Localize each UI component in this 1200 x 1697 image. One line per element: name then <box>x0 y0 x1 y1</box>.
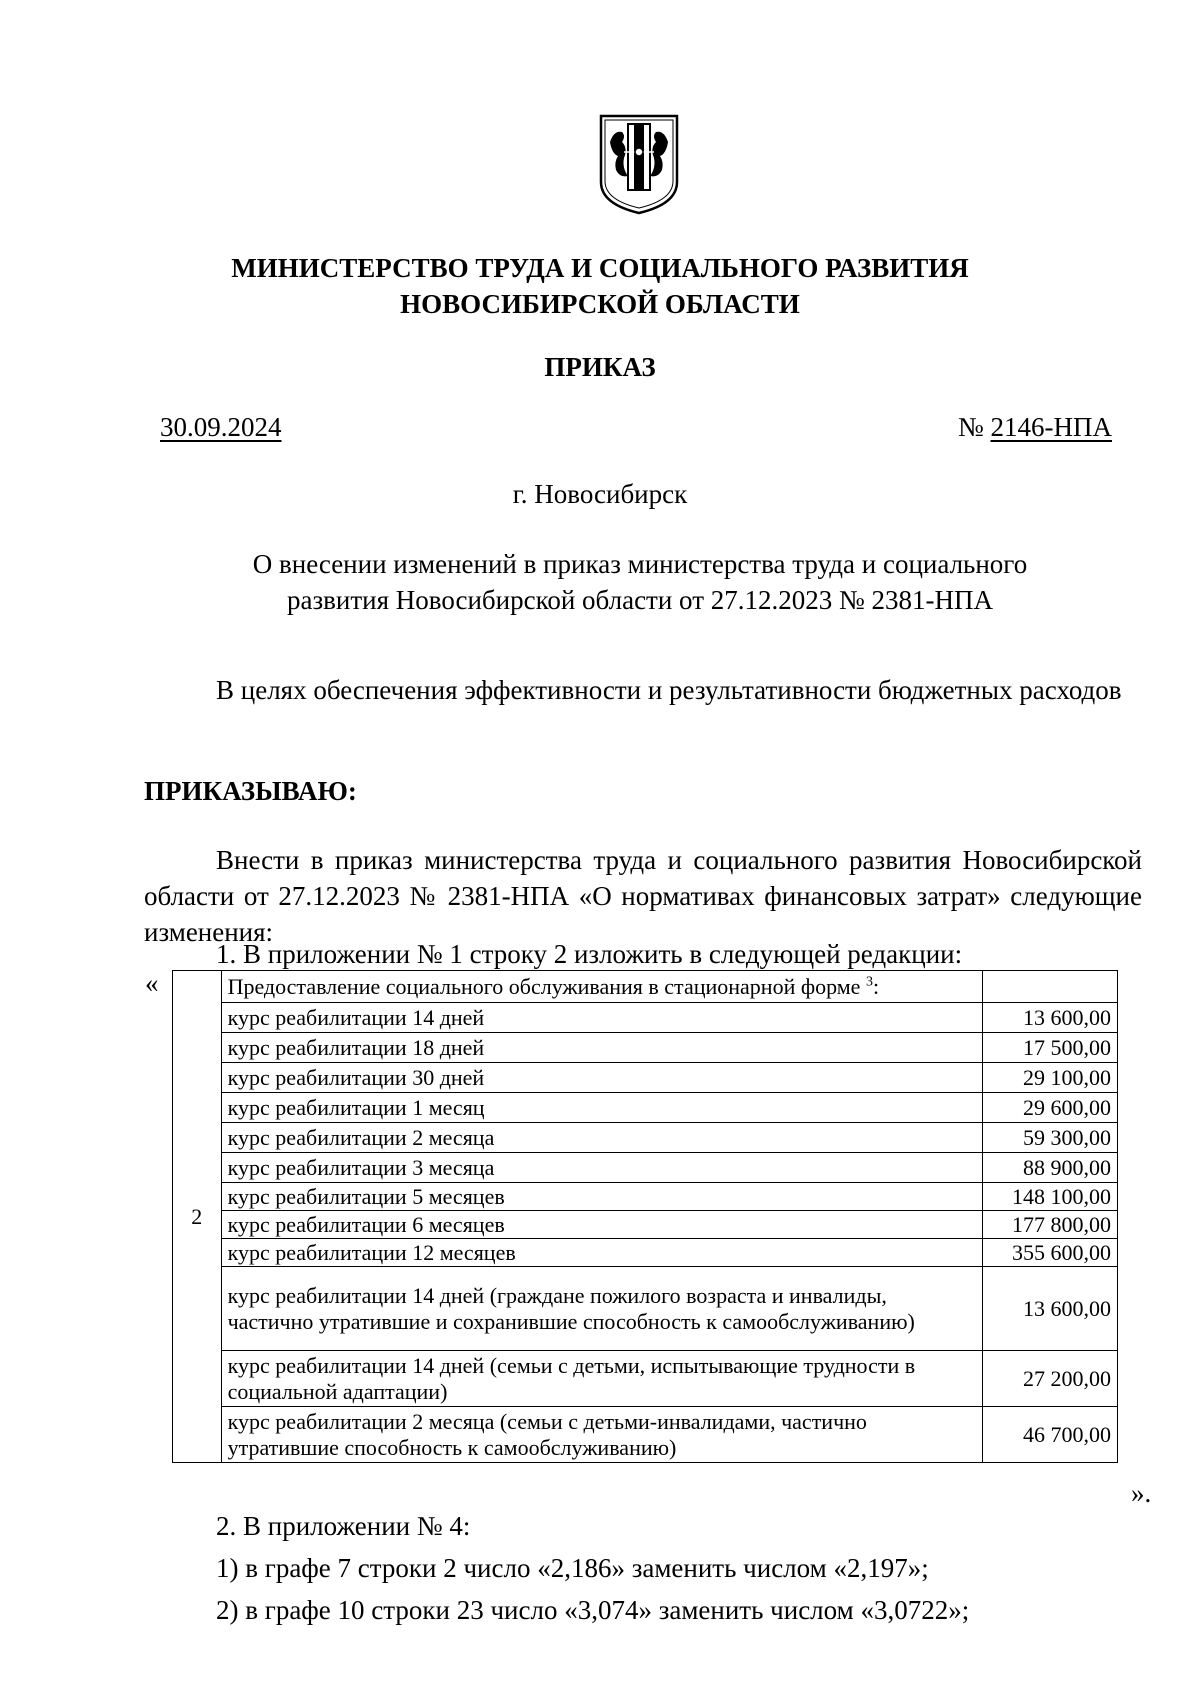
intro-text: Внести в приказ министерства труда и социального развития Новосибирской области от 27.12.2023 № 2381-НПА «О нормативах финансовых затрат» следующие изменения: <box>144 845 1142 947</box>
document-date: 30.09.2024 <box>160 412 282 442</box>
coat-of-arms-icon <box>598 112 680 216</box>
service-name-cell: курс реабилитации 1 месяц <box>221 1093 983 1123</box>
item-2-1: 1) в графе 7 строки 2 число «2,186» заменить числом «2,197»; <box>216 1553 929 1583</box>
row-number-cell: 2 <box>173 971 222 1463</box>
document-number <box>958 412 1112 443</box>
table-row <box>173 1123 1118 1153</box>
service-cost-cell: 29 100,00 <box>983 1063 1118 1093</box>
service-name-cell: курс реабилитации 2 месяца <box>221 1123 983 1153</box>
purpose-paragraph <box>144 672 1142 708</box>
subject-line2: развития Новосибирской области от 27.12.2023 № 2381-НПА <box>287 585 993 615</box>
table-row <box>173 1267 1118 1351</box>
table-row <box>173 1093 1118 1123</box>
service-cost-cell: 177 800,00 <box>983 1211 1118 1239</box>
service-cost-cell: 13 600,00 <box>983 1267 1118 1351</box>
service-name-cell: курс реабилитации 14 дней <box>221 1003 983 1033</box>
table-row <box>173 1407 1118 1463</box>
service-cost-cell: 88 900,00 <box>983 1153 1118 1183</box>
number-prefix: № <box>957 412 991 442</box>
document-city: г. Новосибирск <box>512 479 688 509</box>
number-value: 2146-НПА <box>990 412 1112 442</box>
ministry-name-line1: МИНИСТЕРСТВО ТРУДА И СОЦИАЛЬНОГО РАЗВИТИЯ <box>231 253 969 283</box>
service-cost-cell: 29 600,00 <box>983 1093 1118 1123</box>
quote-open: « <box>145 968 159 998</box>
ministry-name-line2: НОВОСИБИРСКОЙ ОБЛАСТИ <box>400 289 800 319</box>
service-cost-cell: 27 200,00 <box>983 1351 1118 1407</box>
document-subject <box>200 546 1080 618</box>
table-row <box>173 1003 1118 1033</box>
service-name-cell: курс реабилитации 30 дней <box>221 1063 983 1093</box>
intro-paragraph <box>144 842 1142 950</box>
table-row <box>173 1183 1118 1211</box>
service-cost-cell: 13 600,00 <box>983 1003 1118 1033</box>
table-row <box>173 1063 1118 1093</box>
item-2: 2. В приложении № 4: <box>216 1511 471 1541</box>
service-name-cell: курс реабилитации 5 месяцев <box>221 1183 983 1211</box>
service-cost-cell: 355 600,00 <box>983 1239 1118 1267</box>
service-name-cell: курс реабилитации 6 месяцев <box>221 1211 983 1239</box>
table-header-cell <box>221 971 983 1003</box>
table-header-value-cell <box>983 971 1118 1003</box>
table-row <box>173 1211 1118 1239</box>
service-cost-cell: 148 100,00 <box>983 1183 1118 1211</box>
purpose-text: В целях обеспечения эффективности и результативности бюджетных расходов <box>216 675 1122 705</box>
service-name-cell: курс реабилитации 12 месяцев <box>221 1239 983 1267</box>
service-name-cell: курс реабилитации 14 дней (семьи с детьми, испытывающие трудности в социальной адаптации) <box>221 1351 983 1407</box>
table-row <box>173 1153 1118 1183</box>
document-type: ПРИКАЗ <box>544 352 656 382</box>
header-suffix: : <box>872 973 880 999</box>
service-name-cell: курс реабилитации 18 дней <box>221 1033 983 1063</box>
service-name-cell: курс реабилитации 3 месяца <box>221 1153 983 1183</box>
header-text: Предоставление социального обслуживания в стационарной форме <box>227 973 866 999</box>
order-word: ПРИКАЗЫВАЮ: <box>144 776 357 806</box>
subject-line1: О внесении изменений в приказ министерства труда и социального <box>252 549 1028 579</box>
table-row <box>173 1351 1118 1407</box>
item-1: 1. В приложении № 1 строку 2 изложить в следующей редакции: <box>216 939 963 969</box>
table-header-row <box>173 971 1118 1003</box>
norms-table <box>172 970 1118 1463</box>
service-cost-cell: 46 700,00 <box>983 1407 1118 1463</box>
header-footnote: 3 <box>865 974 873 990</box>
item-2-2: 2) в графе 10 строки 23 число «3,074» заменить числом «3,0722»; <box>216 1595 970 1625</box>
quote-close: ». <box>1131 1478 1152 1508</box>
service-cost-cell: 59 300,00 <box>983 1123 1118 1153</box>
table-row <box>173 1239 1118 1267</box>
table-row <box>173 1033 1118 1063</box>
service-name-cell: курс реабилитации 2 месяца (семьи с детьми-инвалидами, частично утратившие способность к самообслуживанию) <box>221 1407 983 1463</box>
service-name-cell: курс реабилитации 14 дней (граждане пожилого возраста и инвалиды, частично утратившие и сохранившие способность к самообслуживанию) <box>221 1267 983 1351</box>
service-cost-cell: 17 500,00 <box>983 1033 1118 1063</box>
